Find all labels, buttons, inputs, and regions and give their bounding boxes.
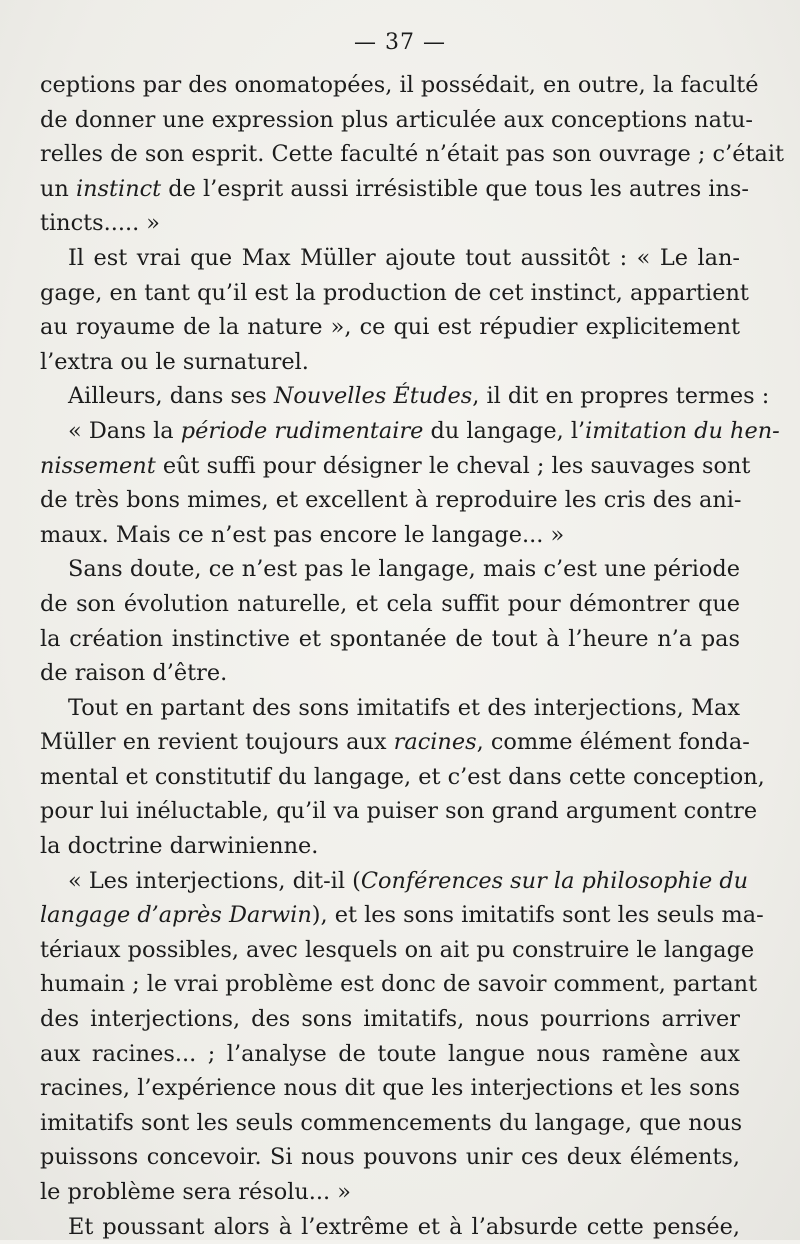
italic-text: période rudimentaire [180,417,424,444]
italic-text: Nouvelles Études [273,383,473,410]
text-segment: Müller en revient toujours aux [40,729,394,756]
text-line [40,622,740,657]
text-segment: Il est vrai que Max Müller ajoute tout aussitôt : « Le lan- [68,244,740,271]
text-segment: puissons concevoir. Si nous pouvons unir ces deux éléments, [40,1144,740,1171]
text-line [40,379,770,414]
text-line [40,414,780,449]
text-line [40,310,740,345]
body-text [40,68,784,1244]
text-segment: humain ; le vrai problème est donc de savoir comment, partant [40,971,758,998]
text-segment: racines, l’expérience nous dit que les interjections et les sons [40,1075,740,1102]
text-segment: tériaux possibles, avec lesquels on ait pu construire le langage [40,936,755,963]
text-line [40,1002,740,1037]
text-line [40,68,759,103]
text-segment: Et poussant alors à l’extrême et à l’absurde cette pensée, [68,1213,740,1240]
italic-text: instinct [75,175,162,202]
text-segment: eût suffi pour désigner le cheval ; les sauvages sont [155,452,751,479]
page-number: — 37 — [354,30,446,55]
text-line [40,1175,740,1210]
text-line [40,691,740,726]
text-line [40,933,755,968]
text-segment: le problème sera résolu... » [40,1179,351,1205]
italic-text: langage d’après Darwin [40,902,312,929]
text-segment: tincts..... » [40,210,161,237]
text-segment: « Les interjections, dit-il ( [68,867,361,894]
text-line [40,449,751,484]
italic-text: racines [393,729,477,756]
text-segment: Ailleurs, dans ses [68,383,274,410]
text-segment: gage, en tant qu’il est la production de cet instinct, appartient [40,279,749,306]
text-segment: un [40,175,76,202]
text-segment: des interjections, des sons imitatifs, nous pourrions arriver [40,1006,740,1033]
text-line [40,483,740,518]
text-line [40,794,758,829]
text-segment: de l’esprit aussi irrésistible que tous les autres ins- [161,175,749,202]
text-segment: relles de son esprit. Cette faculté n’était pas son ouvrage ; c’était [40,141,784,168]
text-segment: , comme élément fonda- [476,729,750,756]
text-line [40,518,740,553]
text-segment: aux racines... ; l’analyse de toute langue nous ramène aux [40,1040,740,1067]
text-line [40,656,740,691]
text-segment: de raison d’être. [40,660,228,687]
text-segment: la création instinctive et spontanée de tout à l’heure n’a pas [40,625,740,652]
text-line [40,1140,740,1175]
text-segment: « Dans la [68,417,181,444]
text-segment: pour lui inéluctable, qu’il va puiser son grand argument contre [40,798,758,825]
italic-text: nissement [40,452,156,479]
text-line [40,172,749,207]
text-segment: , il dit en propres termes : [472,383,770,410]
text-line [40,137,784,172]
text-segment: de son évolution naturelle, et cela suffit pour démontrer que [40,590,740,617]
text-segment: de donner une expression plus articulée aux conceptions natu- [40,106,753,133]
text-line [40,206,740,241]
text-line [40,1071,740,1106]
text-line [40,760,765,795]
italic-text: imitation du hen- [585,417,780,444]
text-line [40,1106,743,1141]
text-segment: imitatifs sont les seuls commencements du langage, que nous [40,1109,743,1136]
text-line [40,241,740,276]
text-line [40,1037,740,1072]
text-segment: maux. Mais ce n’est pas encore le langage... » [40,521,565,548]
text-segment: du langage, l’ [423,417,586,444]
text-line [40,1210,740,1244]
text-line [40,864,749,899]
text-segment: mental et constitutif du langage, et c’est dans cette conception, [40,763,765,790]
text-line [40,587,740,622]
text-line [40,725,750,760]
text-line [40,103,753,138]
text-segment: Tout en partant des sons imitatifs et des interjections, Max [68,694,740,721]
text-line [40,552,740,587]
text-segment: ceptions par des onomatopées, il possédait, en outre, la faculté [40,72,759,98]
text-segment: Sans doute, ce n’est pas le langage, mais c’est une période [68,556,740,583]
text-line [40,967,758,1002]
text-line [40,898,764,933]
text-segment: la doctrine darwinienne. [40,833,319,860]
text-line [40,829,740,864]
text-line [40,276,749,311]
text-segment: de très bons mimes, et excellent à reproduire les cris des ani- [40,487,742,514]
text-segment: au royaume de la nature », ce qui est répudier explicitement [40,314,740,341]
italic-text: Conférences sur la philosophie du [360,867,749,894]
text-segment: l’extra ou le surnaturel. [40,348,309,375]
text-line [40,345,740,380]
text-segment: ), et les sons imitatifs sont les seuls ma- [311,902,764,929]
